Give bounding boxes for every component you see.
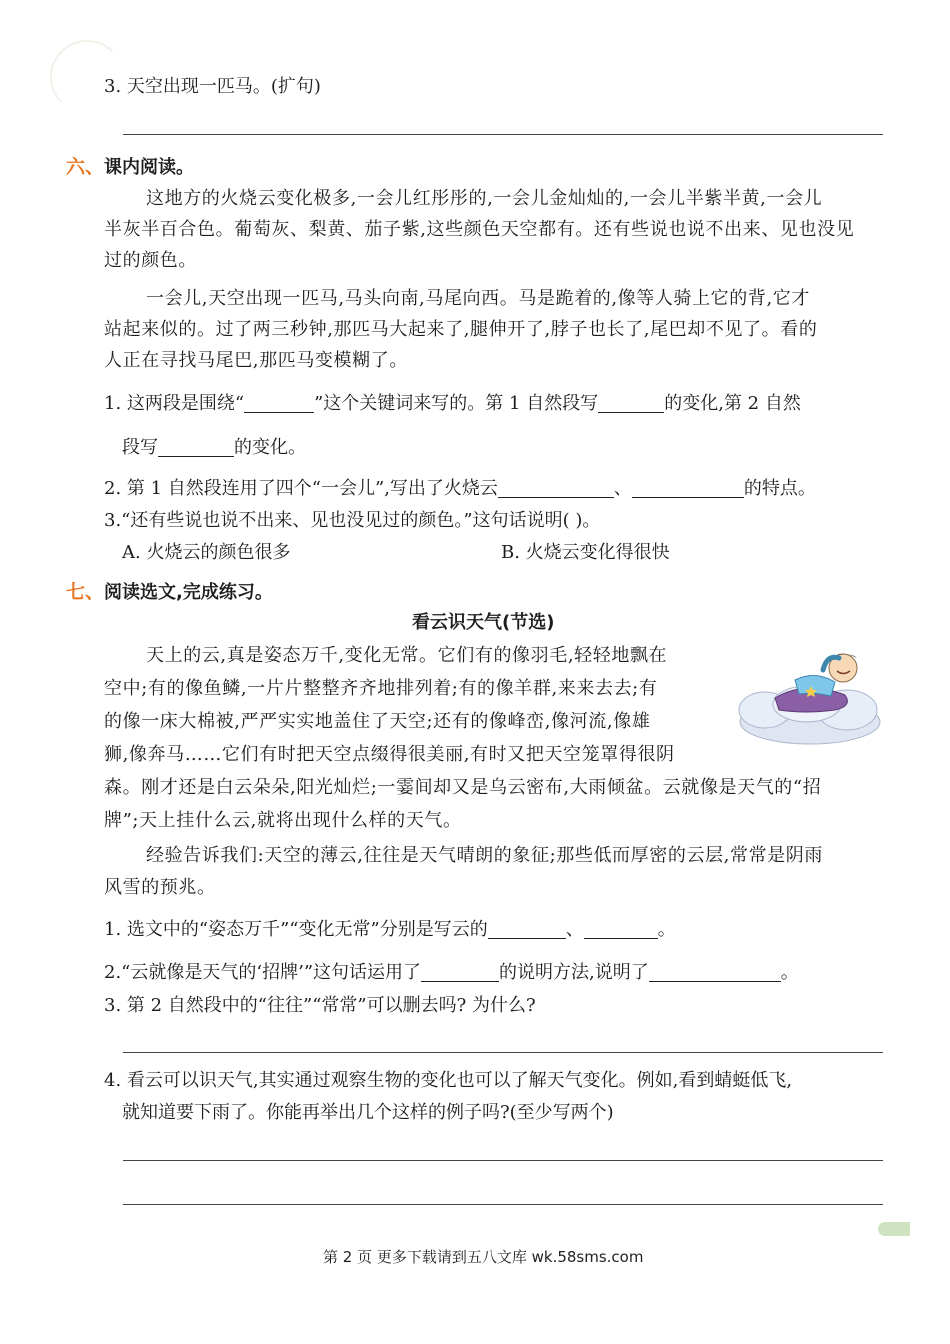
s6-q1-text: 段写: [122, 437, 158, 458]
s7-q3: 3. 第 2 自然段中的“往往”“常常”可以删去吗? 为什么?: [104, 995, 536, 1016]
s6-q3: 3.“还有些说也说不出来、见也没见过的颜色。”这句话说明( )。: [104, 510, 601, 531]
s6-p2-line3: 人正在寻找马尾巴,那匹马变模糊了。: [104, 350, 408, 371]
s6-p1-line1: 这地方的火烧云变化极多,一会儿红彤彤的,一会儿金灿灿的,一会儿半紫半黄,一会儿: [146, 188, 823, 209]
s6-q1-line2: [122, 435, 306, 461]
s7-q2-end: 。: [780, 962, 799, 983]
s7-q4-line1: 4. 看云可以识天气,其实通过观察生物的变化也可以了解天气变化。例如,看到蜻蜓低飞,: [104, 1070, 793, 1091]
s7-q1-text: 1. 选文中的“姿态万千”“变化无常”分别是写云的: [104, 919, 488, 940]
section7-number: 七、: [66, 581, 105, 603]
s7-q4-line2: 就知道要下雨了。你能再举出几个这样的例子吗?(至少写两个): [122, 1102, 614, 1123]
section6-title: 课内阅读。: [104, 157, 195, 178]
s7-p1-line3: 的像一床大棉被,严严实实地盖住了天空;还有的像峰峦,像河流,像雄: [104, 711, 651, 732]
s6-q2-sep: 、: [613, 478, 632, 499]
answer-line[interactable]: [123, 1204, 883, 1205]
s6-p1-line2: 半灰半百合色。葡萄灰、梨黄、茄子紫,这些颜色天空都有。还有些说也说不出来、见也没见: [104, 219, 855, 240]
boy-on-cloud-icon: [735, 640, 885, 750]
s6-q2-blank-2[interactable]: [632, 477, 744, 498]
section7-heading: [66, 577, 273, 604]
s6-q2-text: 2. 第 1 自然段连用了四个“一会儿”,写出了火烧云: [104, 478, 498, 499]
s7-q2: [104, 960, 799, 986]
s7-p2-line1: 经验告诉我们:天空的薄云,往往是天气晴朗的象征;那些低而厚密的云层,常常是阴雨: [146, 845, 823, 866]
q5-item-3: 3. 天空出现一匹马。(扩句): [104, 76, 321, 97]
s6-q2: [104, 476, 816, 502]
section6-number: 六、: [66, 156, 105, 178]
s6-p2-line1: 一会儿,天空出现一匹马,马头向南,马尾向西。马是跪着的,像等人骑上它的背,它才: [146, 288, 811, 309]
page-footer: 第 2 页 更多下载请到五八文库 wk.58sms.com: [323, 1248, 644, 1266]
s7-q2-blank-method[interactable]: [421, 961, 499, 982]
s6-q1-blank-keyword[interactable]: [244, 392, 314, 413]
s7-q1-sep: 、: [565, 919, 584, 940]
s7-q2-text: 的说明方法,说明了: [499, 962, 649, 983]
s7-q1-end: 。: [657, 919, 676, 940]
s6-q1-line1: [104, 391, 801, 417]
s6-q3-option-a[interactable]: A. 火烧云的颜色很多: [122, 542, 291, 563]
s7-p2-line2: 风雪的预兆。: [104, 877, 216, 898]
s6-q1-text: ”这个关键词来写的。第 1 自然段写: [314, 393, 599, 414]
s7-q2-text: 2.“云就像是天气的‘招牌’”这句话运用了: [104, 962, 422, 983]
section7-title: 阅读选文,完成练习。: [104, 582, 273, 603]
s6-q1-text: 的变化,第 2 自然: [664, 393, 801, 414]
answer-line[interactable]: [123, 1160, 883, 1161]
s7-p1-line4: 狮,像奔马……它们有时把天空点缀得很美丽,有时又把天空笼罩得很阴: [104, 744, 675, 765]
page-tab-icon: [878, 1222, 910, 1236]
s6-q1-text: 的变化。: [234, 437, 306, 458]
s7-q1: [104, 917, 676, 943]
passage-title: 看云识天气(节选): [412, 612, 555, 633]
s7-p1-line1: 天上的云,真是姿态万千,变化无常。它们有的像羽毛,轻轻地飘在: [146, 645, 668, 666]
s7-q1-blank-2[interactable]: [584, 918, 658, 939]
s7-p1-line6: 牌”;天上挂什么云,就将出现什么样的天气。: [104, 810, 462, 831]
s7-p1-line2: 空中;有的像鱼鳞,一片片整整齐齐地排列着;有的像羊群,来来去去;有: [104, 678, 658, 699]
section6-heading: [66, 152, 194, 179]
s6-q1-blank-para1[interactable]: [598, 392, 664, 413]
s6-q2-text: 的特点。: [743, 478, 816, 499]
s6-q2-blank-1[interactable]: [498, 477, 614, 498]
s6-p1-line3: 过的颜色。: [104, 250, 197, 271]
answer-line[interactable]: [123, 134, 883, 135]
s7-q2-blank-meaning[interactable]: [649, 961, 781, 982]
s6-q1-text: 1. 这两段是围绕“: [104, 393, 245, 414]
s7-q1-blank-1[interactable]: [488, 918, 566, 939]
s6-p2-line2: 站起来似的。过了两三秒钟,那匹马大起来了,腿伸开了,脖子也长了,尾巴却不见了。看的: [104, 319, 818, 340]
s6-q1-blank-para2[interactable]: [158, 436, 234, 457]
s7-p1-line5: 森。刚才还是白云朵朵,阳光灿烂;一霎间却又是乌云密布,大雨倾盆。云就像是天气的“招: [104, 777, 822, 798]
answer-line[interactable]: [123, 1052, 883, 1053]
s6-q3-option-b[interactable]: B. 火烧云变化得很快: [501, 542, 670, 563]
